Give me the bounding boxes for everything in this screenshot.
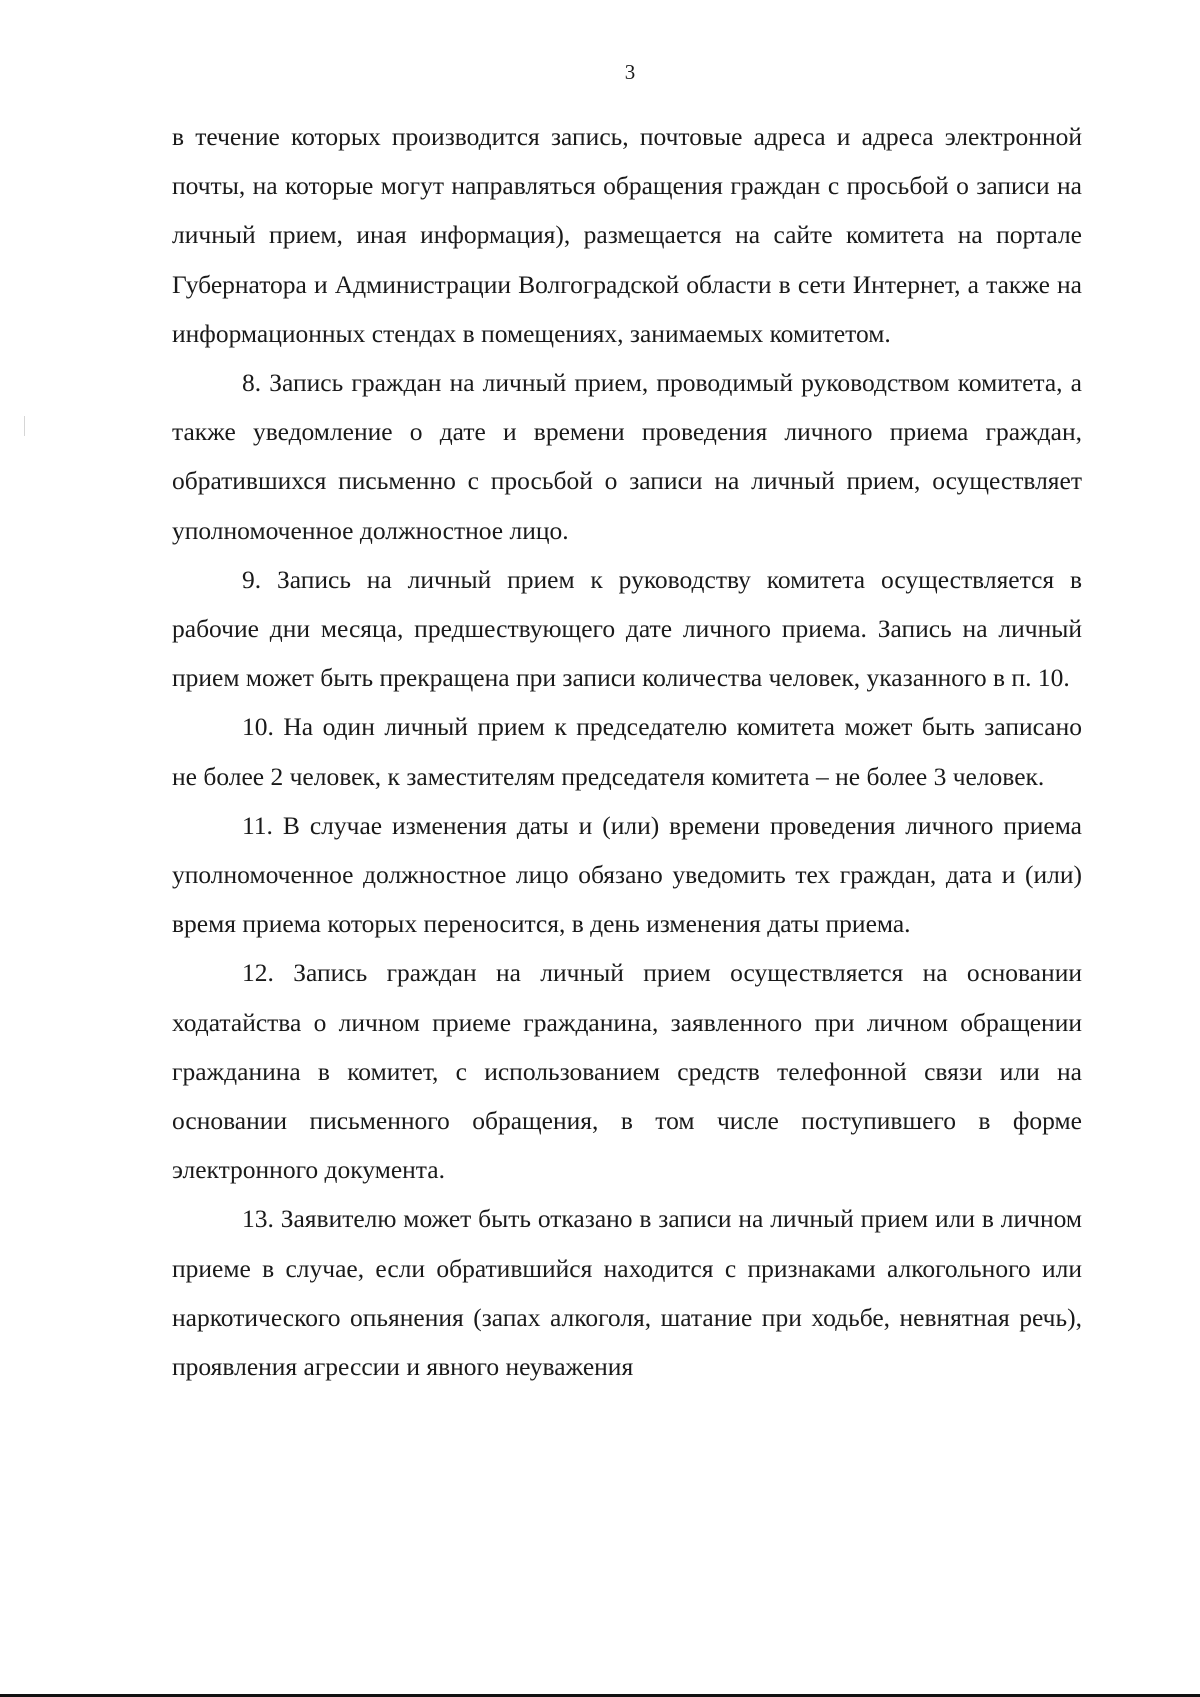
paragraph-8: 8. Запись граждан на личный прием, проводимый руководством комитета, а также уведомление о дате и времени проведения личного приема граждан, обратившихся письменно с просьбой о записи на личный прием, осуществляет уполномоченное должностное лицо. [172, 368, 1082, 545]
page-number: 3 [624, 60, 636, 84]
paragraph-continuation: в течение которых производится запись, почтовые адреса и адреса электронной почты, на которые могут направляться обращения граждан с просьбой о записи на личный прием, иная информация), размещается на сайте комитета на портале Губернатора и Администрации Волгоградской области в сети Интернет, а также на информационных стендах в помещениях, занимаемых комитетом. [172, 122, 1082, 348]
paragraph-10: 10. На один личный прием к председателю комитета может быть записано не более 2 человек, к заместителям председателя комитета – не более 3 человек. [172, 712, 1082, 791]
paragraph-13: 13. Заявителю может быть отказано в записи на личный прием или в личном приеме в случае, если обратившийся находится с признаками алкогольного или наркотического опьянения (запах алкоголя, шатание при ходьбе, невнятная речь), проявления агрессии и явного неуважения [172, 1204, 1082, 1382]
stray-scan-mark [24, 416, 25, 436]
paragraph-11: 11. В случае изменения даты и (или) времени проведения личного приема уполномоченное должностное лицо обязано уведомить тех граждан, дата и (или) время приема которых переносится, в день изменения даты приема. [172, 810, 1082, 939]
document-body [172, 112, 1082, 1391]
paragraph-12: 12. Запись граждан на личный прием осуществляется на основании ходатайства о личном приеме гражданина, заявленного при личном обращении гражданина в комитет, с использованием средств телефонной связи или на основании письменного обращения, в том числе поступившего в форме электронного документа. [172, 958, 1082, 1185]
paragraph-9: 9. Запись на личный прием к руководству комитета осуществляется в рабочие дни месяца, предшествующего дате личного приема. Запись на личный прием может быть прекращена при записи количества человек, указанного в п. 10. [172, 564, 1082, 693]
